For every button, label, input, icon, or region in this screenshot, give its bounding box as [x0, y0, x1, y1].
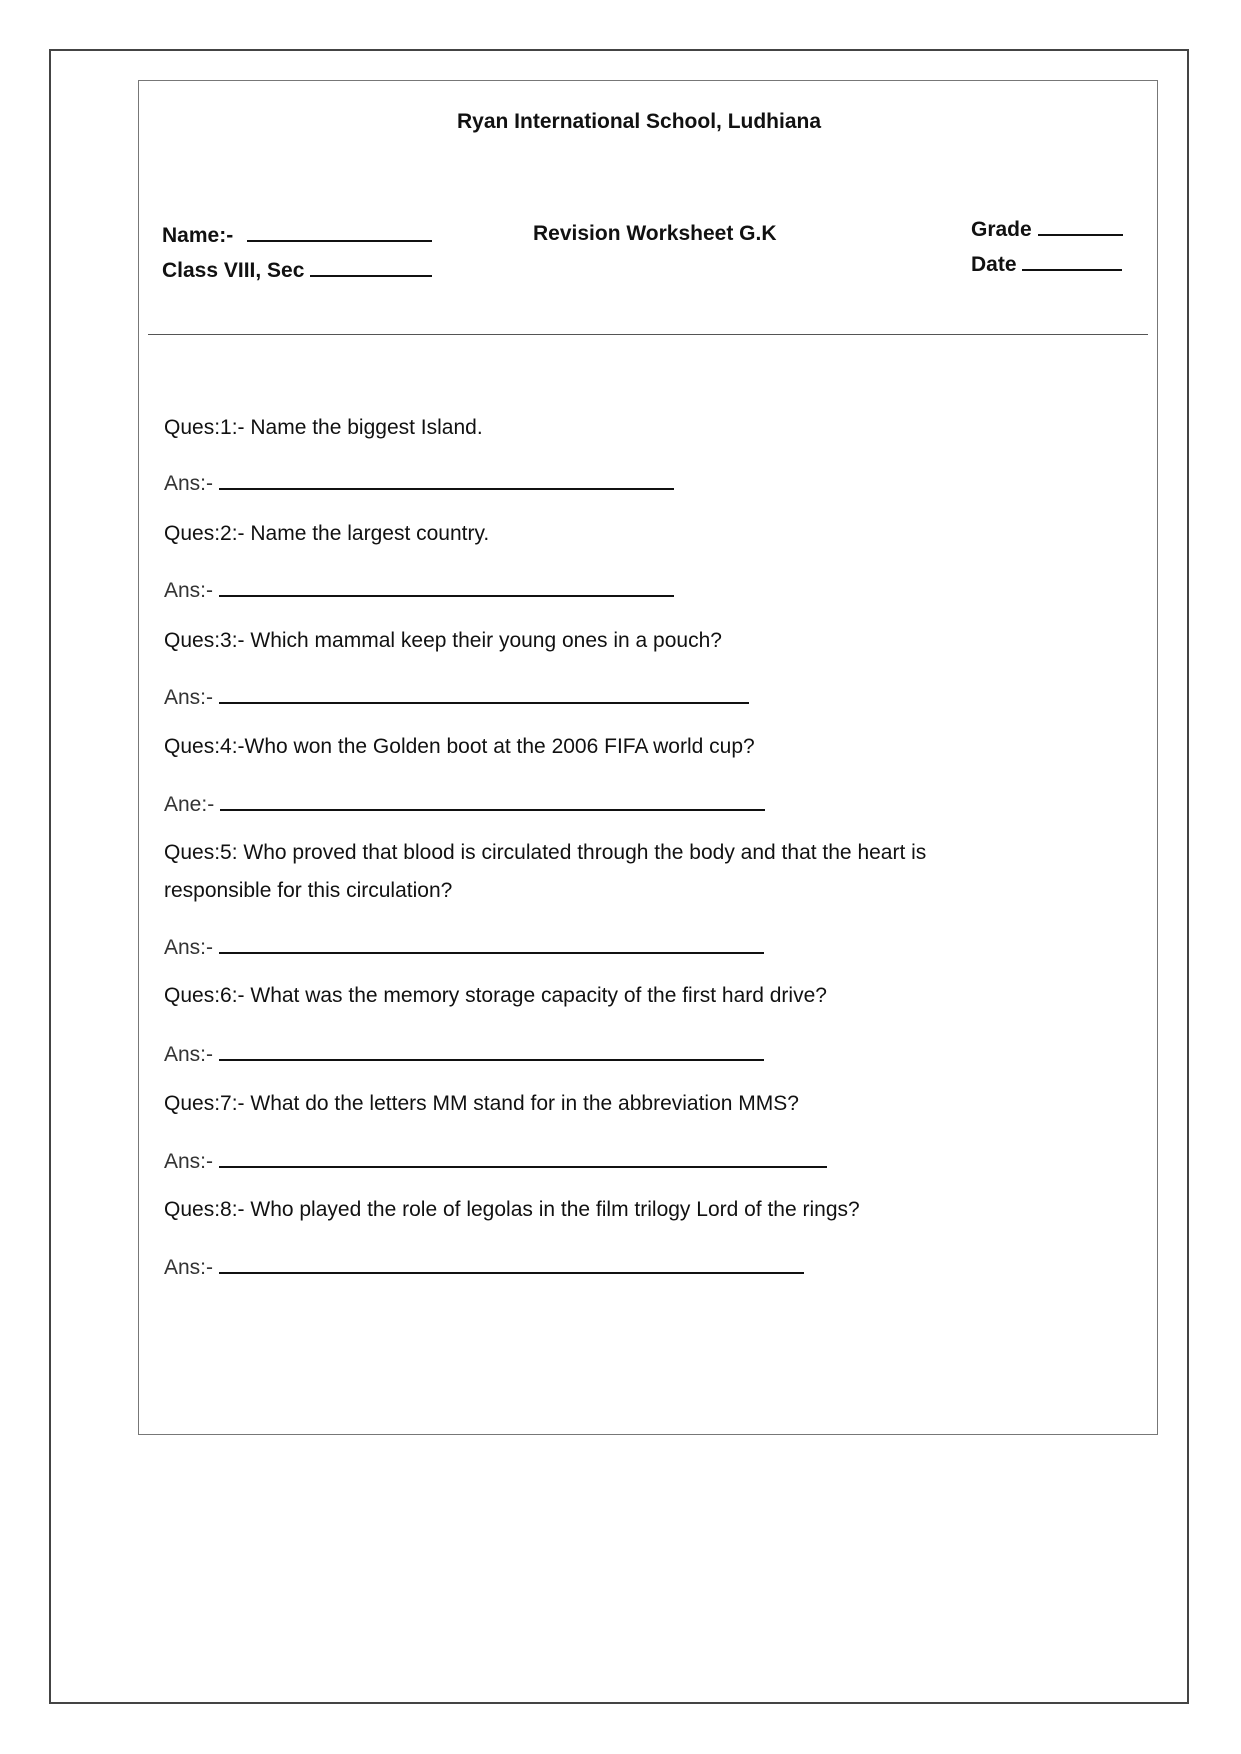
answer-8[interactable] — [164, 1256, 804, 1280]
question-4: Ques:4:-Who won the Golden boot at the 2006 FIFA world cup? — [164, 735, 755, 758]
grade-label: Grade — [971, 218, 1032, 241]
date-label: Date — [971, 253, 1017, 276]
answer-line[interactable] — [219, 1058, 764, 1061]
question-7: Ques:7:- What do the letters MM stand for in the abbreviation MMS? — [164, 1092, 799, 1115]
answer-label: Ans:- — [164, 936, 214, 959]
date-field[interactable] — [971, 253, 1122, 277]
answer-label: Ane:- — [164, 793, 215, 816]
answer-1[interactable] — [164, 472, 674, 496]
question-1: Ques:1:- Name the biggest Island. — [164, 416, 483, 439]
answer-label: Ans:- — [164, 472, 214, 495]
question-2: Ques:2:- Name the largest country. — [164, 522, 490, 545]
grade-blank[interactable] — [1038, 233, 1123, 236]
answer-label: Ans:- — [164, 686, 214, 709]
worksheet-title: Revision Worksheet G.K — [533, 222, 777, 245]
question-5: Ques:5: Who proved that blood is circulated through the body and that the heart is — [164, 841, 927, 864]
name-field[interactable] — [162, 224, 432, 248]
question-6: Ques:6:- What was the memory storage capacity of the first hard drive? — [164, 984, 827, 1007]
section-blank[interactable] — [310, 274, 432, 277]
answer-5[interactable] — [164, 936, 764, 960]
answer-line[interactable] — [219, 487, 674, 490]
answer-6[interactable] — [164, 1043, 764, 1067]
answer-3[interactable] — [164, 686, 749, 710]
answer-label: Ans:- — [164, 1150, 214, 1173]
name-blank[interactable] — [247, 239, 432, 242]
answer-line[interactable] — [219, 951, 764, 954]
answer-line[interactable] — [219, 1165, 827, 1168]
answer-label: Ans:- — [164, 579, 214, 602]
question-5-continued: responsible for this circulation? — [164, 879, 453, 902]
question-8: Ques:8:- Who played the role of legolas in the film trilogy Lord of the rings? — [164, 1198, 860, 1221]
answer-4[interactable] — [164, 793, 765, 817]
answer-line[interactable] — [219, 701, 749, 704]
school-name: Ryan International School, Ludhiana — [457, 110, 822, 133]
grade-field[interactable] — [971, 218, 1123, 242]
class-field[interactable] — [162, 259, 432, 283]
answer-line[interactable] — [219, 1271, 804, 1274]
header-divider — [148, 334, 1148, 335]
answer-line[interactable] — [220, 808, 765, 811]
answer-7[interactable] — [164, 1150, 827, 1174]
name-label: Name:- — [162, 224, 234, 247]
date-blank[interactable] — [1022, 268, 1122, 271]
class-label: Class VIII, Sec — [162, 259, 305, 282]
question-3: Ques:3:- Which mammal keep their young ones in a pouch? — [164, 629, 722, 652]
answer-2[interactable] — [164, 579, 674, 603]
answer-label: Ans:- — [164, 1043, 214, 1066]
answer-label: Ans:- — [164, 1256, 214, 1279]
answer-line[interactable] — [219, 594, 674, 597]
